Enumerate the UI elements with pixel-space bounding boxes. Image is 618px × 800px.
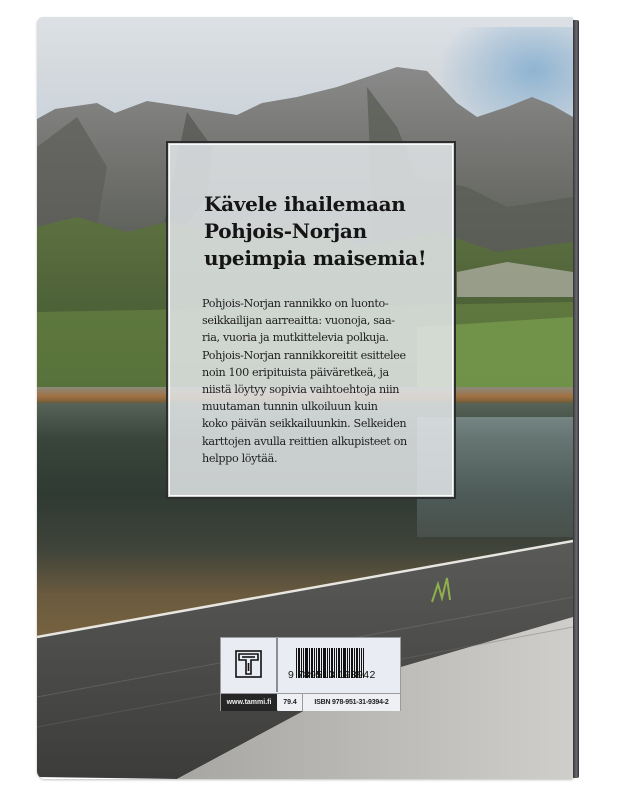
- book-spine: [573, 20, 579, 778]
- blurb-line: Pohjois-Norjan rannikko on luonto-: [202, 297, 389, 310]
- cover-headline: [204, 191, 444, 272]
- blurb-line: helppo löytää.: [202, 451, 278, 465]
- blurb-text: [202, 295, 452, 467]
- blurb-line: niistä löytyy sopivia vaihtoehtoja niin: [202, 383, 400, 397]
- blurb-line: noin 100 eripituista päiväretkeä, ja: [202, 365, 389, 379]
- barcode-block: [220, 637, 401, 711]
- blurb-line: Pohjois-Norjan rannikkoreitit esittelee: [202, 348, 406, 362]
- blurb-line: seikkailijan aarreaitta: vuonoja, saa-: [202, 314, 395, 328]
- blurb-panel: [166, 141, 456, 499]
- headline-line: Kävele ihailemaan: [204, 192, 406, 216]
- barcode-number: 9 789513 193942: [288, 669, 376, 681]
- publisher-logo-cell: [221, 638, 278, 692]
- headline-line: Pohjois-Norjan: [204, 219, 367, 243]
- blurb-line: ria, vuoria ja mutkittelevia polkuja.: [202, 331, 389, 345]
- blurb-line: koko päivän seikkailuunkin. Selkeiden: [202, 417, 407, 431]
- tammi-logo-icon: [235, 650, 262, 678]
- barcode-cell: [278, 638, 400, 692]
- barcode-footer: [221, 693, 400, 711]
- class-code: 79.4: [278, 694, 303, 711]
- headline-line: upeimpia maisemia!: [204, 246, 427, 270]
- isbn-label: ISBN 978-951-31-9394-2: [303, 694, 400, 711]
- blurb-line: muutaman tunnin ulkoiluun kuin: [202, 400, 378, 414]
- book-back-cover: [37, 17, 573, 779]
- publisher-website: www.tammi.fi: [221, 694, 277, 711]
- blurb-line: karttojen avulla reittien alkupisteet on: [202, 434, 407, 448]
